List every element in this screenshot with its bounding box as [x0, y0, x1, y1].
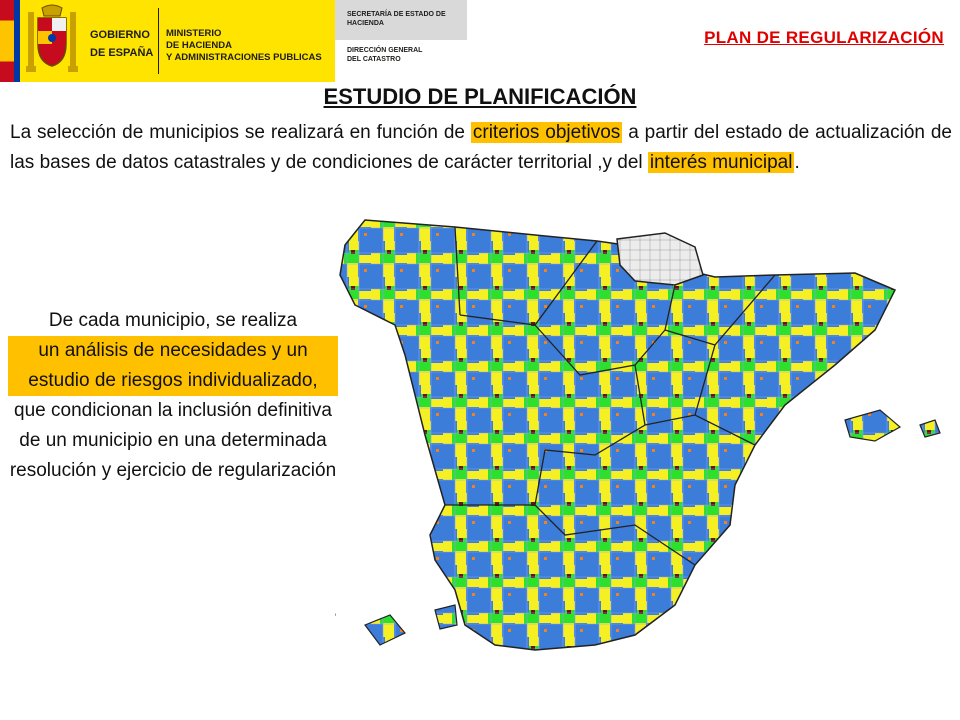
side-line-1: De cada municipio, se realiza — [48, 310, 298, 331]
ministerio-line-3: Y ADMINISTRACIONES PUBLICAS — [166, 52, 322, 63]
side-rest: que condicionan la inclusión definitiva de un municipio en una determinada resolución y ejercicio de regularización — [9, 400, 337, 481]
government-logo-block — [0, 0, 335, 82]
secretaria-label — [347, 10, 446, 28]
intro-text-3: . — [794, 152, 800, 173]
intro-text-2: a partir del estado de actualización de las bases de datos catastrales y de condiciones de carácter territorial ,y del — [10, 122, 952, 173]
spain-municipalities-map — [335, 205, 960, 720]
intro-paragraph — [10, 118, 952, 178]
peninsula-shape — [340, 220, 895, 650]
side-highlight: un análisis de necesidades y un estudio de riesgos individualizado, — [8, 336, 338, 396]
ministerio-line-1: MINISTERIO — [166, 28, 222, 39]
highlight-criterios: criterios objetivos — [472, 122, 621, 143]
direccion-line-1: DIRECCIÓN GENERAL — [347, 47, 423, 54]
gobierno-line-2: DE ESPAÑA — [90, 47, 154, 59]
direccion-label — [347, 46, 422, 64]
direccion-line-2: DEL CATASTRO — [347, 56, 401, 63]
secretaria-block — [335, 0, 467, 82]
side-paragraph — [6, 306, 340, 486]
plan-title: PLAN DE REGULARIZACIÓN — [704, 28, 944, 47]
coat-of-arms-icon — [24, 4, 80, 78]
secretaria-line-1: SECRETARÍA DE ESTADO DE — [347, 11, 446, 18]
flag-strip — [0, 0, 14, 82]
page-title: ESTUDIO DE PLANIFICACIÓN — [323, 84, 637, 109]
intro-text-1: La selección de municipios se realizará en función de — [10, 122, 471, 143]
balearic-islands — [845, 410, 940, 441]
ministerio-line-2: DE HACIENDA — [166, 40, 232, 51]
ministerio-label — [166, 28, 322, 64]
secretaria-line-2: HACIENDA — [347, 20, 384, 27]
canary-islands — [335, 597, 457, 657]
logo-divider — [158, 8, 159, 74]
highlight-interes: interés municipal — [649, 152, 793, 173]
gobierno-line-1: GOBIERNO — [90, 29, 150, 41]
eu-strip — [14, 0, 20, 82]
gobierno-de-espana-label — [90, 26, 153, 62]
